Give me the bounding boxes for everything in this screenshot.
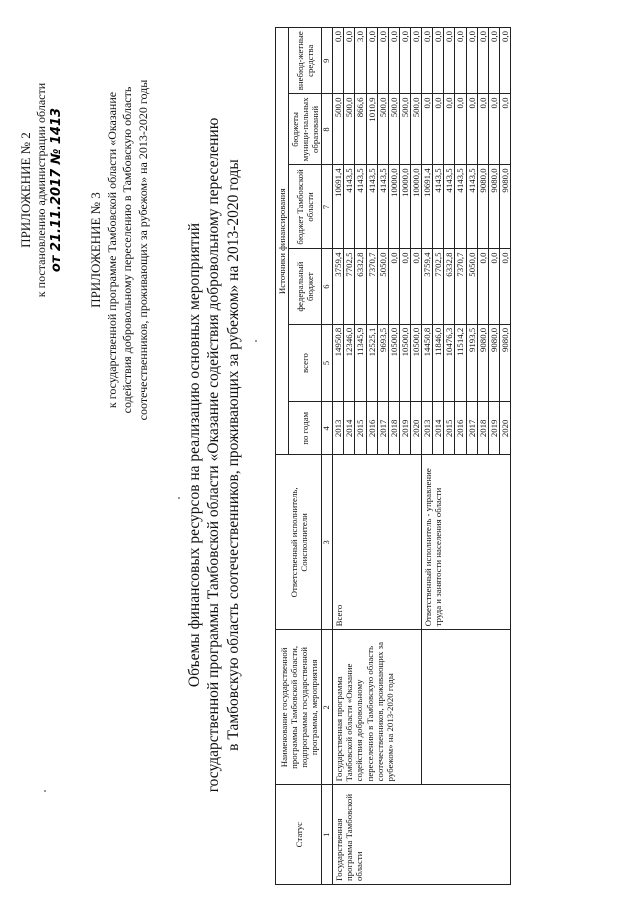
column-index: 3: [322, 455, 333, 630]
cell-year: 2015: [355, 402, 366, 455]
cell-regional: 4143,5: [455, 165, 466, 249]
header-federal-budget: федеральный бюджет: [289, 249, 322, 324]
cell-off-budget: 0,0: [499, 28, 510, 95]
column-index: 4: [322, 402, 333, 455]
cell-federal: 0,0: [488, 249, 499, 324]
cell-federal: 3759,4: [422, 249, 433, 324]
cell-regional: 10000,0: [410, 165, 421, 249]
cell-executor: Всего: [333, 455, 422, 630]
appendix-3-line-3: соотечественников, проживающих за рубежом» на 2013-2020 годы: [136, 79, 151, 421]
cell-year: 2020: [499, 402, 510, 455]
cell-year: 2016: [366, 402, 377, 455]
cell-year: 2013: [422, 402, 433, 455]
cell-total: 11514,2: [455, 324, 466, 402]
cell-municipal: 0,0: [444, 94, 455, 165]
cell-total: 10500,0: [410, 324, 421, 402]
header-program-name: Наименование государственной программы Тамбовской области, подпрограммы государственной программы, мероприятия: [276, 630, 322, 785]
cell-total: 9693,5: [377, 324, 388, 402]
cell-total: 10500,0: [399, 324, 410, 402]
column-index: 5: [322, 324, 333, 402]
cell-off-budget: 0,0: [422, 28, 433, 95]
cell-off-budget: 0,0: [477, 28, 488, 95]
cell-program-name: Государственная программа Тамбовской области «Оказание содействия добровольному переселению в Тамбовскую область соотечественников, проживающих за рубежом» на 2013-2020 годы: [333, 630, 422, 785]
cell-year: 2016: [455, 402, 466, 455]
cell-regional: 9080,0: [477, 165, 488, 249]
cell-municipal: 500,0: [399, 94, 410, 165]
funding-table: [275, 27, 511, 885]
appendix-2-title: ПРИЛОЖЕНИЕ № 2: [18, 132, 33, 248]
cell-year: 2020: [410, 402, 421, 455]
cell-year: 2017: [466, 402, 477, 455]
column-index-row: [322, 28, 333, 885]
header-total: всего: [289, 324, 322, 402]
column-index: 1: [322, 785, 333, 885]
cell-federal: 6332,8: [355, 249, 366, 324]
cell-federal: 0,0: [499, 249, 510, 324]
title-line-3: в Тамбовскую область соотечественников, проживающих за рубежом» на 2013-2020 годы: [224, 159, 242, 751]
handwritten-date-number: от 21.11.2017 № 1413: [49, 107, 65, 273]
cell-regional: 4143,5: [433, 165, 444, 249]
cell-off-budget: 0,0: [399, 28, 410, 95]
cell-federal: 0,0: [410, 249, 421, 324]
table-row: [333, 28, 344, 885]
title-line-2: государственной программы Тамбовской области «Оказание содействия добровольному переселению: [205, 117, 223, 793]
cell-municipal: 0,0: [433, 94, 444, 165]
cell-total: 9193,5: [466, 324, 477, 402]
header-municipal-budgets: бюджеты муници-пальных образований: [289, 94, 322, 165]
cell-total: 11345,9: [355, 324, 366, 402]
cell-off-budget: 0,0: [410, 28, 421, 95]
cell-off-budget: 0,0: [377, 28, 388, 95]
cell-year: 2019: [399, 402, 410, 455]
cell-federal: 7370,7: [366, 249, 377, 324]
appendix-3-line-1: к государственной программе Тамбовской области «Оказание: [104, 91, 119, 409]
cell-total: 12346,0: [344, 324, 355, 402]
cell-municipal: 500,0: [388, 94, 399, 165]
cell-municipal: 500,0: [377, 94, 388, 165]
cell-federal: 5050,0: [466, 249, 477, 324]
funding-table-body: [333, 28, 511, 885]
cell-municipal: 0,0: [466, 94, 477, 165]
cell-total: 10500,0: [388, 324, 399, 402]
scan-speck: [44, 790, 46, 792]
header-executor: Ответственный исполнитель, Соисполнители: [276, 455, 322, 630]
cell-municipal: 500,0: [344, 94, 355, 165]
cell-off-budget: 0,0: [333, 28, 344, 95]
column-index: 2: [322, 630, 333, 785]
cell-regional: 4143,5: [466, 165, 477, 249]
cell-year: 2018: [477, 402, 488, 455]
cell-federal: 0,0: [477, 249, 488, 324]
cell-municipal: 500,0: [410, 94, 421, 165]
cell-off-budget: 0,0: [366, 28, 377, 95]
appendix-3-title: ПРИЛОЖЕНИЕ № 3: [88, 192, 103, 308]
cell-federal: 0,0: [388, 249, 399, 324]
cell-municipal: 500,0: [333, 94, 344, 165]
cell-total: 14950,8: [333, 324, 344, 402]
cell-regional: 4143,5: [377, 165, 388, 249]
cell-regional: 4143,5: [444, 165, 455, 249]
cell-regional: 10691,4: [422, 165, 433, 249]
cell-year: 2017: [377, 402, 388, 455]
cell-year: 2018: [388, 402, 399, 455]
cell-regional: 4143,5: [366, 165, 377, 249]
title-line-1: Объемы финансовых ресурсов на реализацию основных мероприятий: [186, 222, 203, 688]
appendix-3-block: [88, 40, 152, 460]
cell-federal: 0,0: [399, 249, 410, 324]
appendix-3-line-2: содействия добровольному переселению в Тамбовскую область: [120, 86, 135, 414]
cell-off-budget: 0,0: [488, 28, 499, 95]
cell-total: 14450,8: [422, 324, 433, 402]
cell-year: 2014: [344, 402, 355, 455]
column-index: 8: [322, 94, 333, 165]
cell-federal: 5050,0: [377, 249, 388, 324]
cell-federal: 6332,8: [444, 249, 455, 324]
cell-municipal: 0,0: [499, 94, 510, 165]
scan-speck: [178, 497, 180, 499]
header-off-budget: внебюд-жетные средства: [289, 28, 322, 95]
cell-off-budget: 0,0: [344, 28, 355, 95]
cell-status: Государственная программа Тамбовской области: [333, 785, 511, 885]
column-index: 7: [322, 165, 333, 249]
cell-off-budget: 0,0: [433, 28, 444, 95]
cell-regional: 9080,0: [499, 165, 510, 249]
cell-off-budget: 3,0: [355, 28, 366, 95]
cell-federal: 7702,5: [433, 249, 444, 324]
appendix-2-subtitle: к постановлению администрации области: [34, 82, 49, 298]
cell-federal: 7370,7: [455, 249, 466, 324]
cell-regional: 4143,5: [355, 165, 366, 249]
cell-year: 2015: [444, 402, 455, 455]
cell-regional: 10000,0: [388, 165, 399, 249]
cell-municipal: 0,0: [422, 94, 433, 165]
header-funding-sources: Источники финансирования: [276, 28, 289, 455]
cell-regional: 4143,5: [344, 165, 355, 249]
cell-program-name-empty: [422, 630, 511, 785]
cell-total: 12525,1: [366, 324, 377, 402]
cell-regional: 10691,4: [333, 165, 344, 249]
cell-municipal: 866,6: [355, 94, 366, 165]
header-status: Статус: [276, 785, 322, 885]
cell-year: 2019: [488, 402, 499, 455]
cell-year: 2013: [333, 402, 344, 455]
cell-total: 9080,0: [477, 324, 488, 402]
cell-year: 2014: [433, 402, 444, 455]
cell-total: 9080,0: [499, 324, 510, 402]
header-regional-budget: бюджет Тамбовской области: [289, 165, 322, 249]
table-row: [422, 28, 433, 885]
scan-speck: [255, 340, 257, 342]
cell-total: 11846,0: [433, 324, 444, 402]
cell-federal: 7702,5: [344, 249, 355, 324]
cell-off-budget: 0,0: [466, 28, 477, 95]
cell-federal: 3759,4: [333, 249, 344, 324]
cell-off-budget: 0,0: [444, 28, 455, 95]
cell-municipal: 0,0: [488, 94, 499, 165]
cell-executor: Ответственный исполнитель - управление труда и занятости населения области: [422, 455, 511, 630]
header-by-years: по годам: [289, 402, 322, 455]
cell-regional: 9080,0: [488, 165, 499, 249]
cell-municipal: 1010,9: [366, 94, 377, 165]
cell-off-budget: 0,0: [388, 28, 399, 95]
cell-municipal: 0,0: [477, 94, 488, 165]
column-index: 9: [322, 28, 333, 95]
cell-total: 9080,0: [488, 324, 499, 402]
document-title: [185, 55, 243, 855]
appendix-2-block: [18, 40, 66, 340]
cell-municipal: 0,0: [455, 94, 466, 165]
cell-off-budget: 0,0: [455, 28, 466, 95]
cell-total: 10476,3: [444, 324, 455, 402]
column-index: 6: [322, 249, 333, 324]
cell-regional: 10000,0: [399, 165, 410, 249]
